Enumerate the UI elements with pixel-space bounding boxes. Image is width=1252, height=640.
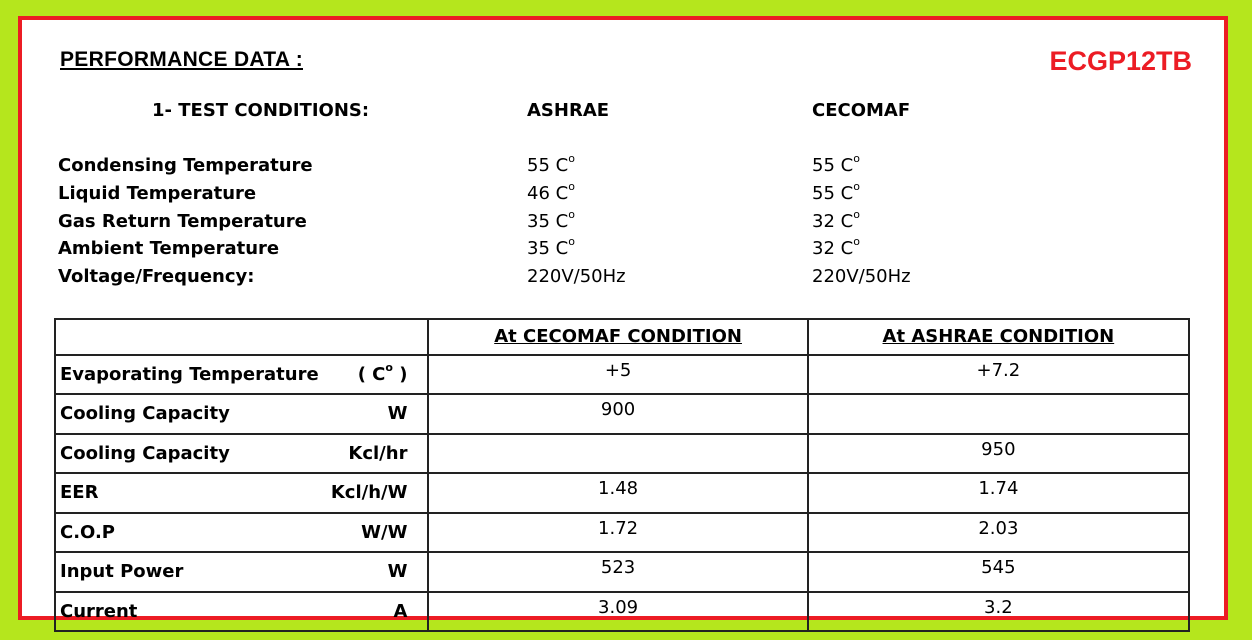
header-ashrae: At ASHRAE CONDITION xyxy=(808,319,1189,355)
performance-table xyxy=(54,318,1190,632)
row-label-cell xyxy=(55,355,428,395)
condition-label: Gas Return Temperature xyxy=(58,211,307,232)
header-cecomaf: At CECOMAF CONDITION xyxy=(428,319,807,355)
condition-label: Condensing Temperature xyxy=(58,155,313,176)
row-label: Cooling Capacity xyxy=(60,442,230,464)
row-label-cell xyxy=(55,394,428,434)
row-label-cell xyxy=(55,434,428,474)
table-header-blank xyxy=(55,319,428,355)
row-label: Current xyxy=(60,600,138,622)
cecomaf-value: 1.48 xyxy=(428,473,807,513)
row-unit: ( $C^o$ ) xyxy=(357,360,408,385)
condition-cecomaf-value: 220V/50Hz xyxy=(812,266,911,287)
row-label-cell xyxy=(55,513,428,553)
row-label: C.O.P xyxy=(60,521,115,543)
degree-symbol: o xyxy=(853,152,860,165)
cecomaf-value: 523 xyxy=(428,552,807,592)
condition-cecomaf-value: 32 $C^o$ xyxy=(812,235,860,259)
condition-label: Liquid Temperature xyxy=(58,183,257,204)
row-unit: Kcl/h/W xyxy=(330,482,408,504)
condition-ashrae-value: 220V/50Hz xyxy=(527,266,626,287)
ashrae-value: 2.03 xyxy=(808,513,1189,553)
row-label: Evaporating Temperature xyxy=(60,363,319,385)
condition-ashrae-value: 55 $C^o$ xyxy=(527,152,575,176)
ashrae-value xyxy=(808,394,1189,434)
row-label: EER xyxy=(60,482,99,504)
condition-cecomaf-value: 55 $C^o$ xyxy=(812,180,860,204)
ashrae-value: 545 xyxy=(808,552,1189,592)
condition-ashrae-value: 35 $C^o$ xyxy=(527,235,575,259)
row-unit: Kcl/hr xyxy=(348,442,408,464)
ashrae-value: 950 xyxy=(808,434,1189,474)
cecomaf-value: 900 xyxy=(428,394,807,434)
row-unit: W xyxy=(387,561,408,583)
degree-symbol: o xyxy=(853,208,860,221)
cecomaf-value xyxy=(428,434,807,474)
row-label-cell xyxy=(55,592,428,632)
condition-cecomaf-value: 32 $C^o$ xyxy=(812,208,860,232)
ashrae-value: 3.2 xyxy=(808,592,1189,632)
cecomaf-value: 1.72 xyxy=(428,513,807,553)
row-label: Cooling Capacity xyxy=(60,403,230,425)
condition-ashrae-value: 35 $C^o$ xyxy=(527,208,575,232)
degree-symbol: o xyxy=(385,360,393,374)
ashrae-column-heading: ASHRAE xyxy=(527,100,610,121)
table-row xyxy=(55,513,1189,553)
row-unit: W/W xyxy=(361,521,408,543)
row-unit: W xyxy=(387,403,408,425)
ashrae-value: +7.2 xyxy=(808,355,1189,395)
table-row xyxy=(55,592,1189,632)
test-conditions-heading: 1- TEST CONDITIONS: xyxy=(152,100,370,121)
cecomaf-value: 3.09 xyxy=(428,592,807,632)
document-frame xyxy=(18,16,1228,620)
page-title: PERFORMANCE DATA : xyxy=(60,48,303,71)
degree-symbol: o xyxy=(568,208,575,221)
condition-ashrae-value: 46 $C^o$ xyxy=(527,180,575,204)
degree-symbol: o xyxy=(568,152,575,165)
condition-cecomaf-value: 55 $C^o$ xyxy=(812,152,860,176)
row-unit: A xyxy=(393,600,408,622)
cecomaf-value: +5 xyxy=(428,355,807,395)
degree-symbol: o xyxy=(568,180,575,193)
row-label-cell xyxy=(55,552,428,592)
cecomaf-column-heading: CECOMAF xyxy=(812,100,911,121)
table-row xyxy=(55,355,1189,395)
degree-symbol: o xyxy=(853,235,860,248)
degree-symbol: o xyxy=(568,235,575,248)
table-row xyxy=(55,473,1189,513)
condition-label: Voltage/Frequency: xyxy=(58,266,255,287)
degree-symbol: o xyxy=(853,180,860,193)
row-label-cell xyxy=(55,473,428,513)
condition-label: Ambient Temperature xyxy=(58,238,280,259)
ashrae-value: 1.74 xyxy=(808,473,1189,513)
table-header-row xyxy=(55,319,1189,355)
model-number: ECGP12TB xyxy=(1049,46,1192,76)
table-row xyxy=(55,434,1189,474)
table-row xyxy=(55,552,1189,592)
table-row xyxy=(55,394,1189,434)
row-label: Input Power xyxy=(60,561,184,583)
